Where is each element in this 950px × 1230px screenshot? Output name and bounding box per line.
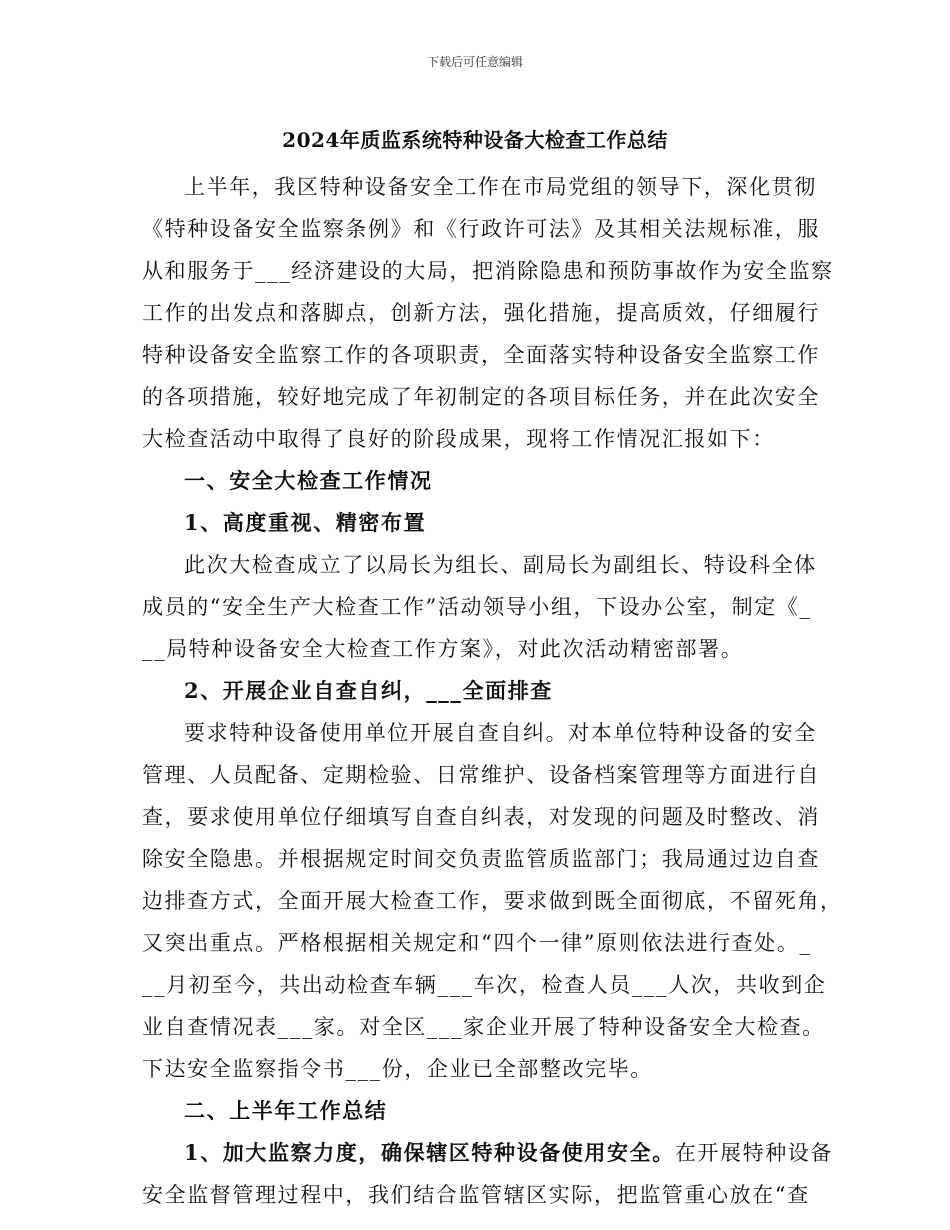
bold-lead-sentence: 1、加大监察力度，确保辖区特种设备使用安全。 bbox=[184, 1140, 675, 1165]
paragraph-line: __月初至今，共出动检查车辆___车次，检查人员___人次，共收到企 bbox=[142, 973, 827, 997]
paragraph-line: 要求特种设备使用单位开展自查自纠。对本单位特种设备的安全 bbox=[184, 721, 817, 745]
paragraph-line: 下达安全监察指令书___份，企业已全部整改完毕。 bbox=[142, 1057, 653, 1081]
paragraph-line: 边排查方式，全面开展大检查工作，要求做到既全面彻底，不留死角， bbox=[142, 889, 843, 913]
paragraph-line: 的各项措施，较好地完成了年初制定的各项目标任务，并在此次安全 bbox=[142, 385, 820, 409]
paragraph-line: 又突出重点。严格根据相关规定和“四个一律”原则依法进行查处。_ bbox=[142, 931, 812, 955]
paragraph-line: 成员的“安全生产大检查工作”活动领导小组，下设办公室，制定《_ bbox=[142, 595, 812, 619]
paragraph-line: 特种设备安全监察工作的各项职责，全面落实特种设备安全监察工作 bbox=[142, 343, 820, 367]
paragraph-line: 安全监督管理过程中，我们结合监管辖区实际，把监管重心放在“查 bbox=[142, 1183, 810, 1207]
paragraph-line: 上半年，我区特种设备安全工作在市局党组的领导下，深化贯彻 bbox=[184, 175, 817, 199]
document-title: 2024年质监系统特种设备大检查工作总结 bbox=[282, 128, 668, 152]
paragraph-line: 大检查活动中取得了良好的阶段成果，现将工作情况汇报如下： bbox=[142, 427, 775, 451]
paragraph-line: 除安全隐患。并根据规定时间交负责监管质监部门；我局通过边自查 bbox=[142, 847, 820, 871]
section-heading: 一、安全大检查工作情况 bbox=[184, 468, 433, 493]
subsection-heading: 1、高度重视、精密布置 bbox=[184, 510, 427, 535]
paragraph-text: 在开展特种设备 bbox=[674, 1141, 834, 1165]
paragraph-line: 工作的出发点和落脚点，创新方法，强化措施，提高质效，仔细履行 bbox=[142, 301, 820, 325]
document-body bbox=[142, 166, 843, 1216]
paragraph-line: 管理、人员配备、定期检验、日常维护、设备档案管理等方面进行自 bbox=[142, 763, 820, 787]
paragraph-line: __局特种设备安全大检查工作方案》，对此次活动精密部署。 bbox=[142, 637, 744, 661]
paragraph-line: 《特种设备安全监察条例》和《行政许可法》及其相关法规标准，服 bbox=[142, 217, 820, 241]
subsection-heading: 2、开展企业自查自纠，___全面排查 bbox=[184, 678, 553, 703]
paragraph-line: 查，要求使用单位仔细填写自查自纠表，对发现的问题及时整改、消 bbox=[142, 805, 820, 829]
section-heading: 二、上半年工作总结 bbox=[184, 1098, 388, 1123]
paragraph-line: 从和服务于___经济建设的大局，把消除隐患和预防事故作为安全监察 bbox=[142, 259, 834, 283]
header-note: 下载后可任意编辑 bbox=[426, 55, 523, 69]
paragraph-line bbox=[142, 1132, 834, 1174]
paragraph-line: 业自查情况表___家。对全区___家企业开展了特种设备安全大检查。 bbox=[142, 1015, 825, 1039]
paragraph-line: 此次大检查成立了以局长为组长、副局长为副组长、特设科全体 bbox=[184, 553, 817, 577]
